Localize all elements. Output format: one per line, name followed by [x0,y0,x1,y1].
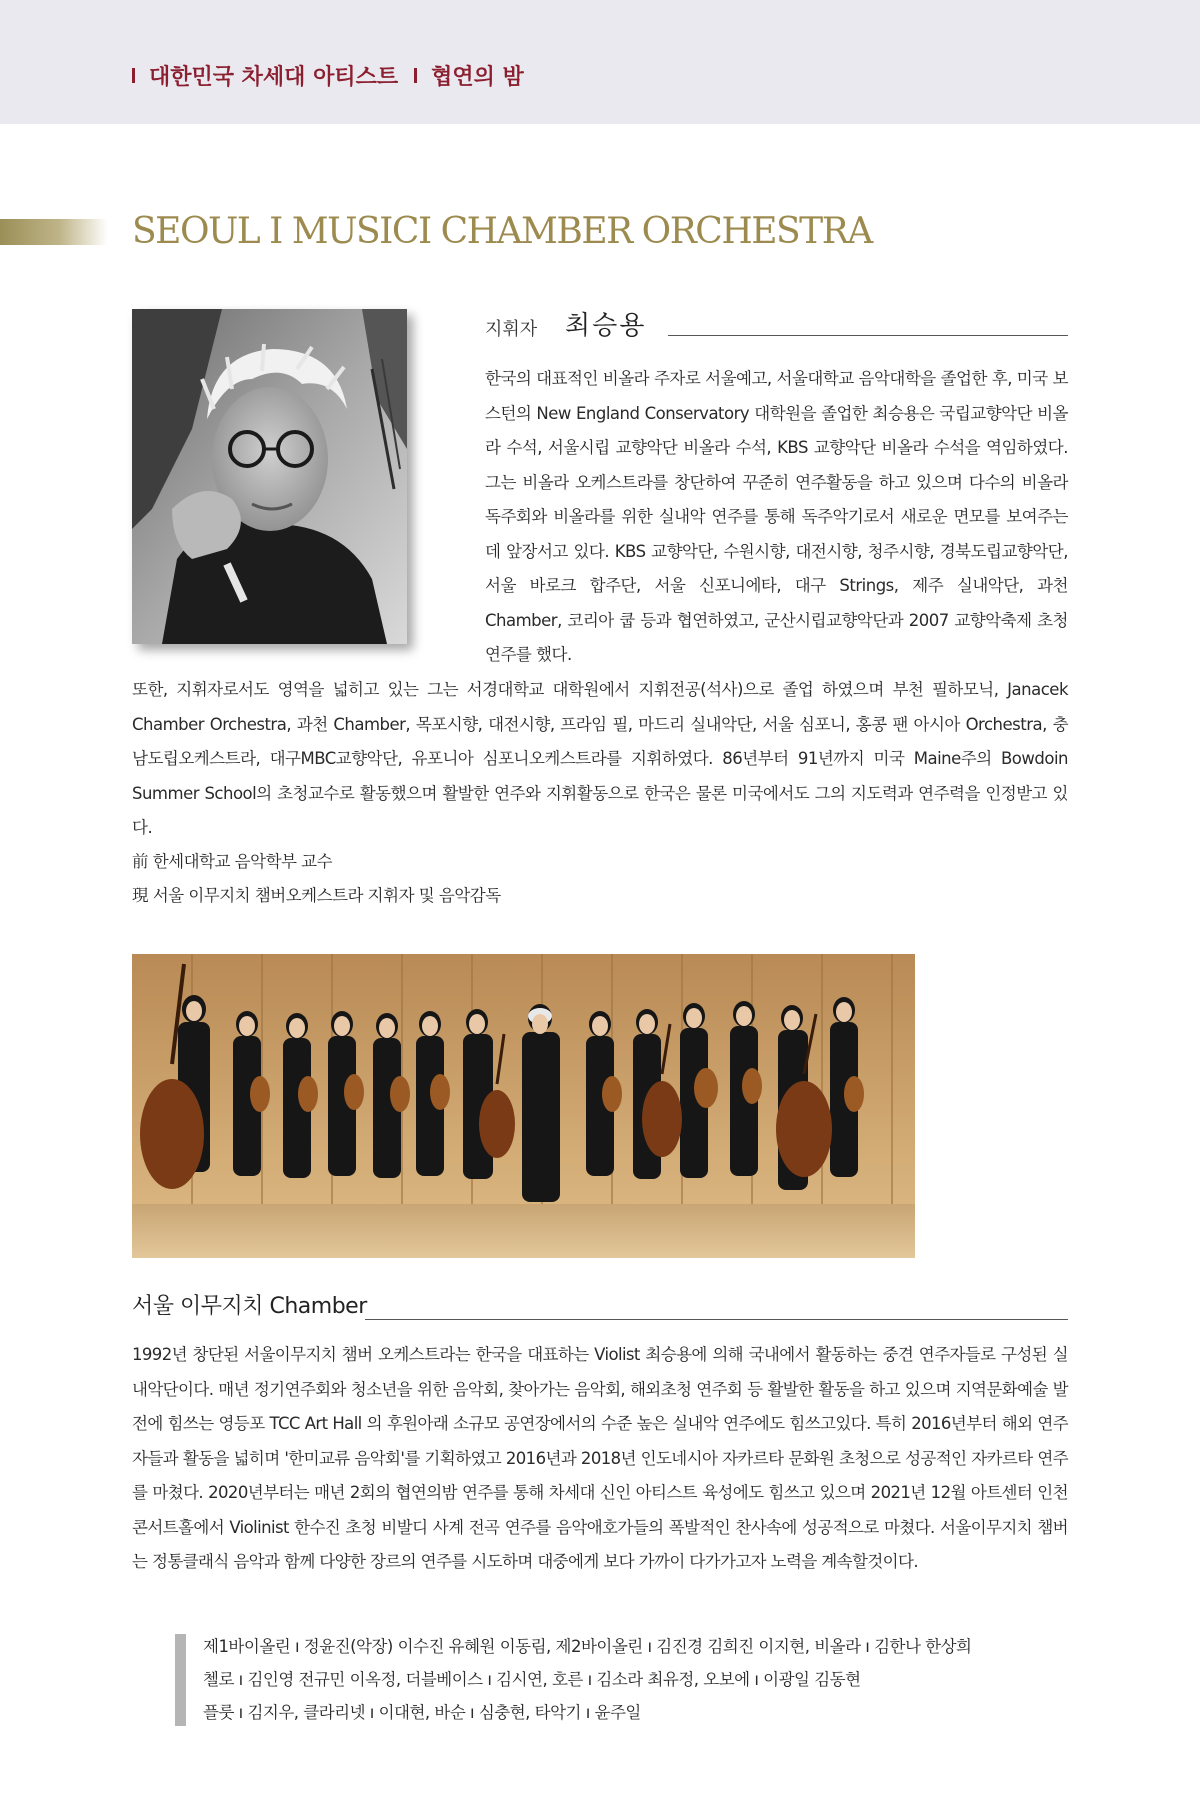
conductor-bio-continued [132,673,1068,846]
description-line: 구성된 실내악단이다. 매년 정기연주회와 청소년을 위한 음악회, 찾아가는 음악회, 해외초청 연주회 등 활발한 활동을 하고 [132,1345,1068,1399]
conductor-role-label: 지휘자 [485,319,538,340]
bio-line: 연주활동을 하고 있으며 다수의 비올라 독주회와 비올라를 위한 실내악 연주를 [485,472,1068,526]
bio-line: 신포니에타, 대구 Strings, 제주 실내악단, 과천 Chamber, 코리아 쿱 등과 [485,576,1068,630]
current-position: 現 서울 이무지치 챔버오케스트라 지휘자 및 음악감독 [132,886,501,905]
header-event-title: 협연의 밤 [431,64,524,90]
conductor-heading [485,305,1068,345]
bio-line: 후, 미국 보스턴의 New England Conservatory 대학원을 졸업한 최승용은 [485,369,1068,423]
bio-line: 미국 Maine주의 Bowdoin Summer School의 초청교수로 활동했으며 활발한 연주와 지휘활동으로 한국은 물론 미국에서도 [132,749,1069,803]
section-title: SEOUL I MUSICI CHAMBER ORCHESTRA [132,211,872,252]
description-line: 음악애호가들의 폭발적인 찬사속에 성공적으로 마쳤다. 서울이무지치 챔버는 정통클래식 음악과 함께 다양한 장르의 연주를 [132,1517,1068,1571]
former-position: 前 한세대학교 음악학부 교수 [132,852,333,871]
title-accent-strip [0,219,108,245]
bio-line: Janacek Chamber Orchestra, 과천 Chamber, 목포시향, 대전시향, 프라임 필, 마드리 실내악단, 서울 심포니, 홍콩 팬 [132,680,1068,734]
orchestra-group-photo [132,954,915,1258]
members-line: 플룻 ı 김지우, 클라리넷 ı 이대현, 바순 ı 심충현, 타악기 ı 윤주일 [203,1703,641,1722]
bio-line: 또한, 지휘자로서도 영역을 넓히고 있는 그는 서경대학교 대학원에서 지휘전공(석사)으로 졸업 하였으며 부천 필하모닉, [132,680,999,699]
bio-line: 그의 지도력과 연주력을 인정받고 있다. [132,783,1068,837]
header-series-title: 대한민국 차세대 아티스트 [149,64,399,90]
description-line: 힘쓰고있다. 특히 2016년부터 해외 연주자들과 활동을 넓히며 '한미교류 음악회'를 기획하였고 2016년과 2018년 인도네시아 [132,1414,1069,1468]
heading-rule [365,1319,1068,1320]
members-list [203,1630,1083,1729]
members-line: 첼로 ı 김인영 전규민 이옥정, 더블베이스 ı 김시연, 호른 ı 김소라 최유정, 오보에 ı 이광일 김동현 [203,1670,861,1689]
members-accent-bar [175,1634,186,1726]
description-line: 시도하며 대중에게 보다 가까이 다가가고자 노력을 계속할것이다. [471,1552,918,1571]
conductor-bio [485,362,1068,673]
members-line: 제1바이올린 ı 정윤진(악장) 이수진 유혜원 이동림, 제2바이올린 ı 김진경 김희진 이지현, 비올라 ı 김한나 한상희 [203,1637,972,1656]
bio-line: 협연하였고, 군산시립교향악단과 2007 교향악축제 초청연주를 했다. [485,610,1068,664]
description-line: 자카르타 문화원 초청으로 성공적인 자카르타 연주를 마쳤다. 2020년부터는 매년 2회의 협연의밤 연주를 통해 차세대 신인 [132,1448,1068,1502]
conductor-portrait [132,309,407,644]
bio-line: 통해 독주악기로서 새로운 면모를 보여주는데 앞장서고 있다. KBS 교향악단, [485,507,1068,561]
ensemble-heading [132,1287,1068,1327]
bio-line: 한국의 대표적인 비올라 주자로 서울예고, 서울대학교 음악대학을 졸업한 [485,369,987,388]
bio-line: 아시아 Orchestra, 충남도립오케스트라, 대구MBC교향악단, 유포니아 심포니오케스트라를 지휘하였다. 86년부터 91년까지 [132,714,1069,768]
description-line: 있으며 지역문화예술 발전에 힘쓰는 영등포 TCC Art Hall 의 후원아래 소규모 공연장에서의 수준 높은 실내악 연주에도 [132,1379,1068,1433]
description-line: 아티스트 육성에도 힘쓰고 있으며 2021년 12월 아트센터 인천 콘서트홀에서 Violinist 한수진 초청 비발디 사계 전곡 연주를 [132,1483,1068,1537]
heading-rule [668,335,1068,336]
ensemble-title: 서울 이무지치 Chamber [132,1294,367,1319]
header-separator [414,68,417,83]
ensemble-description [132,1338,1068,1580]
bio-line: 수원시향, 대전시향, 청주시향, 경북도립교향악단, 서울 바로크 합주단, 서울 [485,541,1068,595]
bio-line: 국립교향악단 비올라 수석, 서울시립 교향악단 비올라 수석, KBS 교향악단 [485,403,1068,457]
conductor-name: 최승용 [565,311,647,341]
bio-line: 비올라 수석을 역임하였다. 그는 비올라 오케스트라를 창단하여 꾸준히 [485,438,1068,492]
header-separator [132,68,135,83]
description-line: 1992년 창단된 서울이무지치 챔버 오케스트라는 한국을 대표하는 Violist 최승용에 의해 국내에서 활동하는 중견 연주자들로 [132,1345,996,1364]
header-title [132,60,524,90]
header-bar [0,0,1200,124]
